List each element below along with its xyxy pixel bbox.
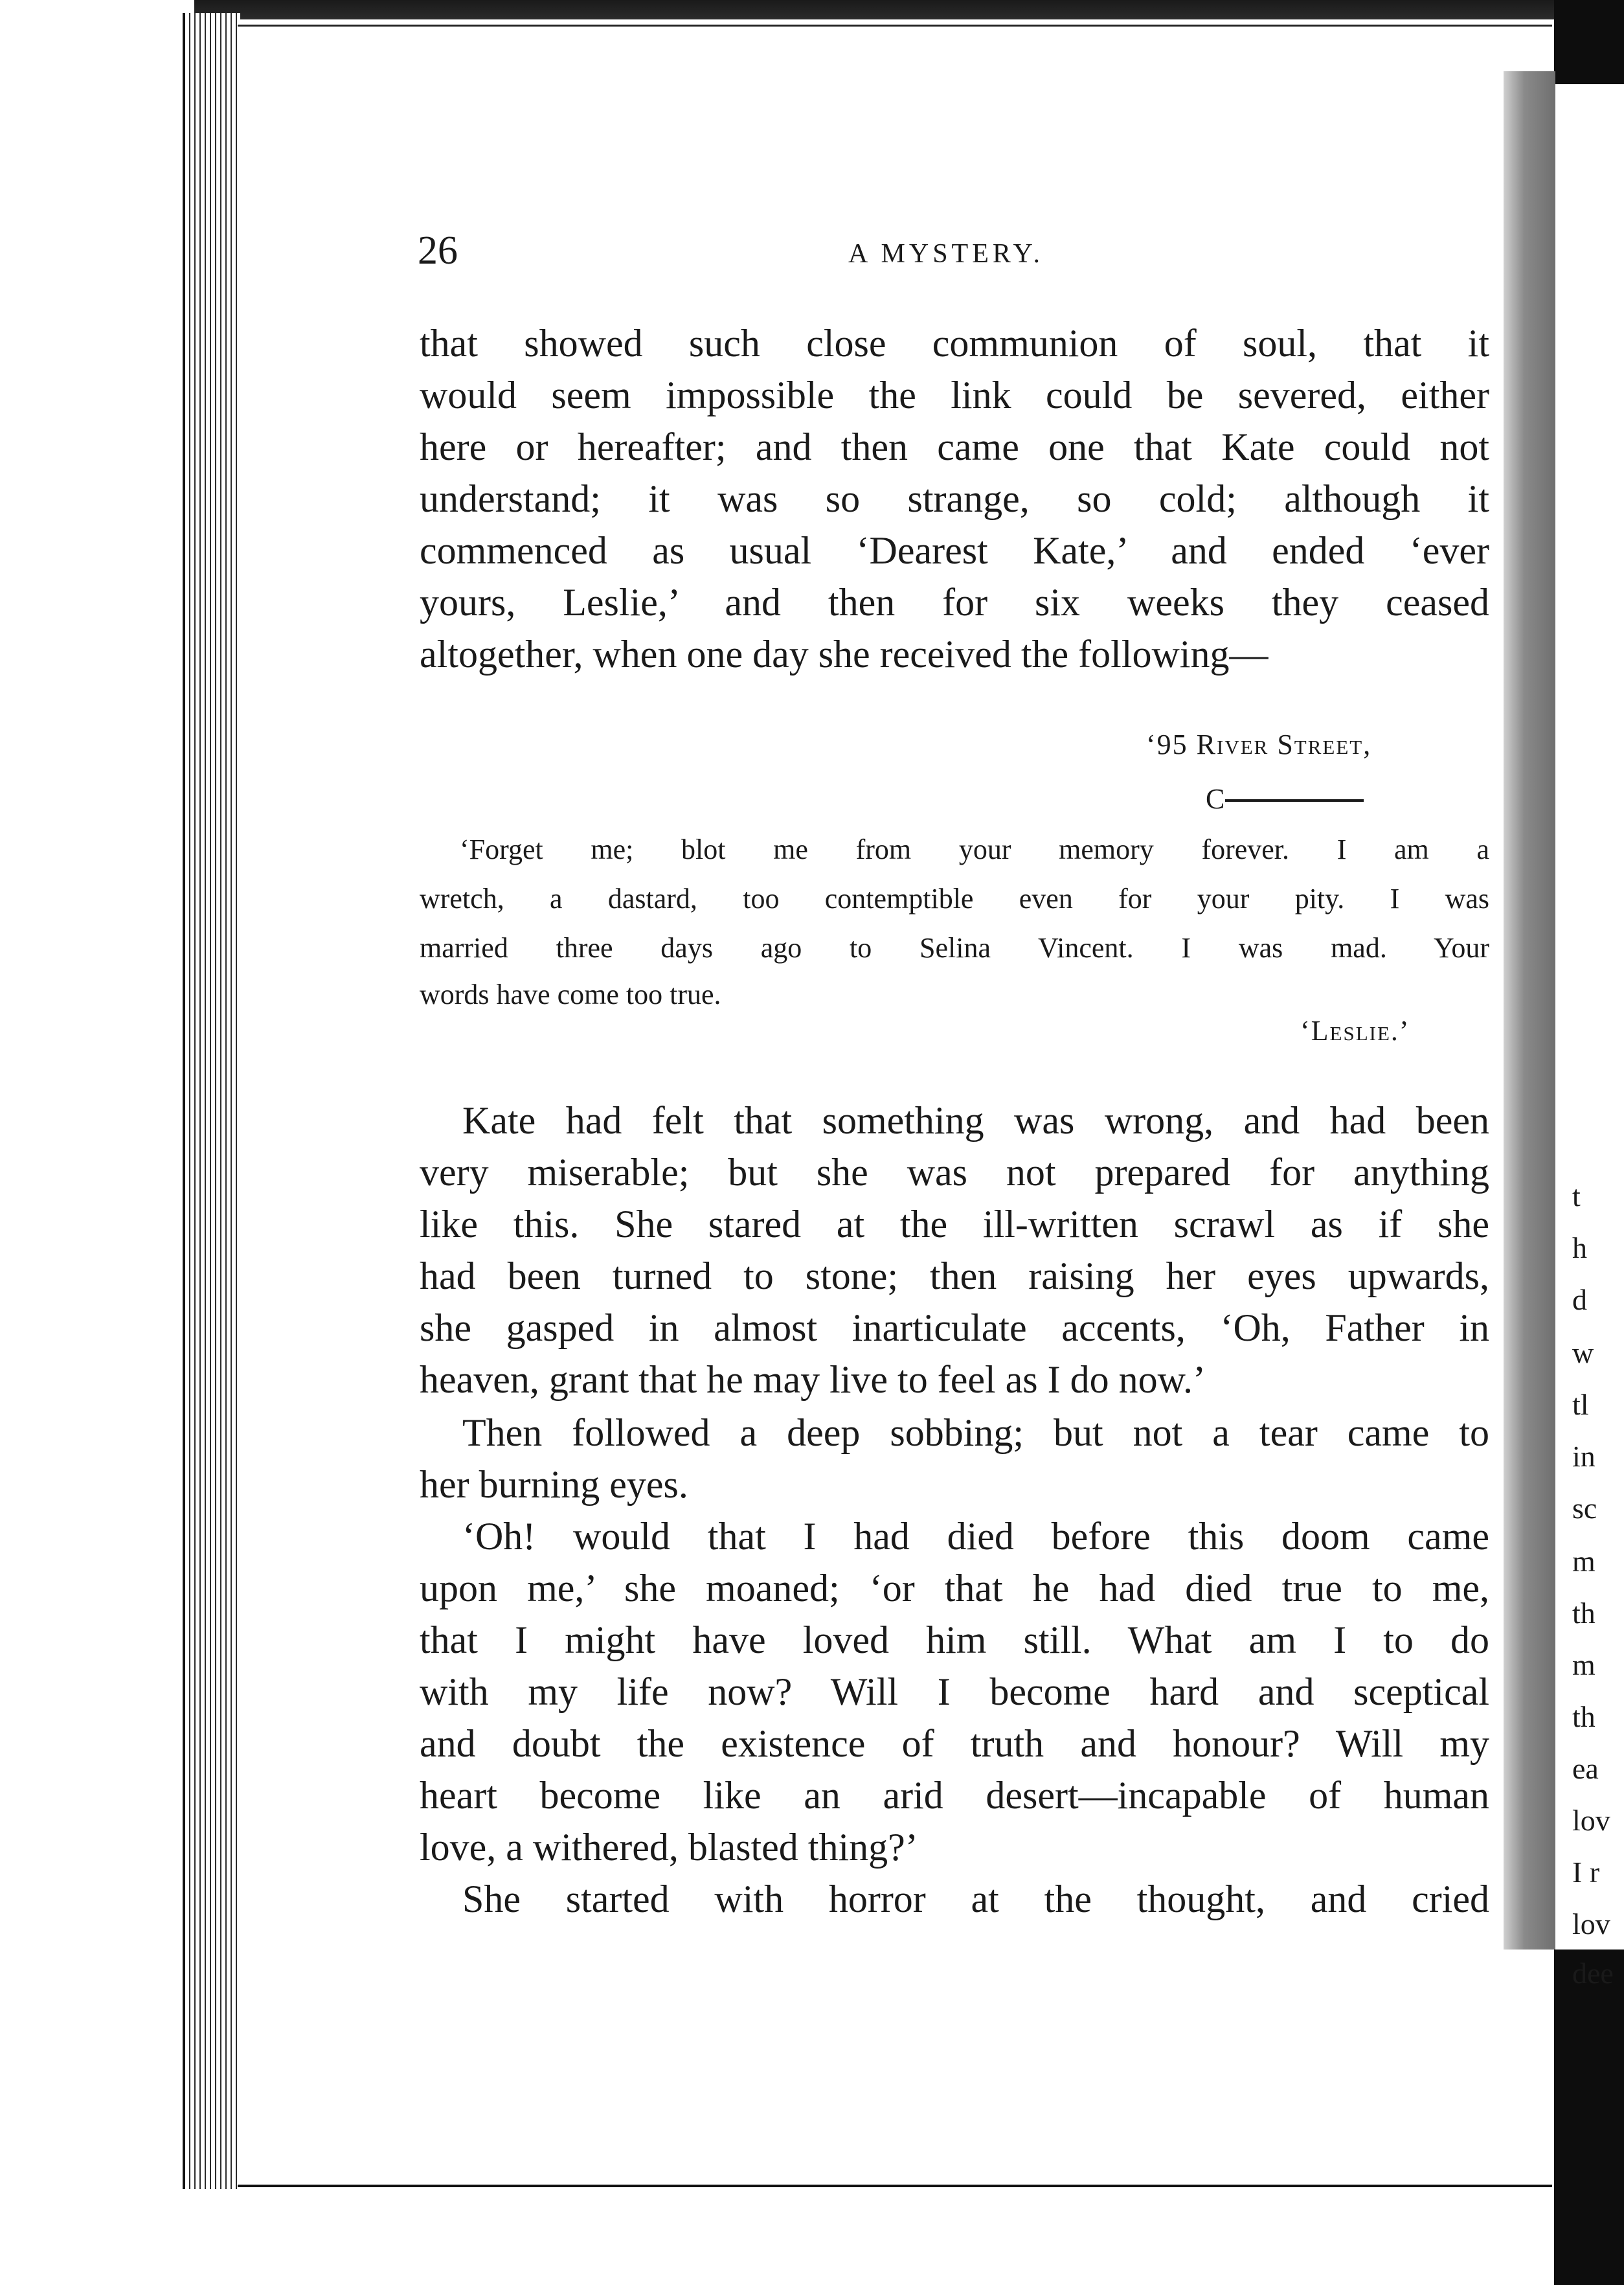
facing-page: [1555, 84, 1624, 1990]
text-line: Kate had felt that something was wrong, and had been: [462, 1099, 1489, 1142]
text-line: very miserable; but she was not prepared for anything: [420, 1151, 1489, 1194]
facing-fragment: lov: [1572, 1804, 1610, 1837]
facing-fragment: th: [1572, 1700, 1596, 1733]
text-line: understand; it was so strange, so cold; although it: [420, 477, 1489, 520]
facing-fragment: t: [1572, 1179, 1581, 1212]
text-line: She started with horror at the thought, and cried: [462, 1878, 1489, 1920]
text-line: she gasped in almost inarticulate accents, ‘Oh, Father in: [420, 1306, 1489, 1349]
facing-fragment: I r: [1572, 1856, 1600, 1889]
text-line: here or hereafter; and then came one that Kate could not: [420, 426, 1489, 468]
text-line: Then followed a deep sobbing; but not a tear came to: [462, 1411, 1489, 1454]
facing-fragment: lov: [1572, 1907, 1610, 1940]
running-title: A MYSTERY.: [848, 239, 1044, 269]
gutter-shadow: [1504, 71, 1555, 1950]
facing-fragment: w: [1572, 1336, 1594, 1369]
text-line: heaven, grant that he may live to feel as I do now.’: [420, 1358, 1206, 1401]
text-line: upon me,’ she moaned; ‘or that he had died true to me,: [420, 1567, 1489, 1609]
facing-fragment: m: [1572, 1545, 1596, 1578]
text-line: with my life now? Will I become hard and sceptical: [420, 1670, 1489, 1713]
text-line: commenced as usual ‘Dearest Kate,’ and ended ‘ever: [420, 529, 1489, 572]
facing-fragment: d: [1572, 1283, 1587, 1316]
text-line: that I might have loved him still. What am I to do: [420, 1619, 1489, 1661]
letter-line: words have come too true.: [420, 979, 721, 1010]
address-dash: [1225, 799, 1364, 802]
text-line: altogether, when one day she received the following—: [420, 633, 1269, 676]
letter-address-city: C: [1206, 783, 1225, 815]
facing-fragment: th: [1572, 1597, 1596, 1630]
letter-line: ‘Forget me; blot me from your memory forever. I am a: [460, 834, 1489, 865]
facing-fragment: sc: [1572, 1492, 1597, 1525]
facing-fragment: m: [1572, 1648, 1596, 1681]
facing-fragment: tl: [1572, 1388, 1589, 1421]
text-line: had been turned to stone; then raising her eyes upwards,: [420, 1255, 1489, 1297]
facing-fragment: dee: [1572, 1957, 1614, 1990]
text-line: ‘Oh! would that I had died before this doom came: [462, 1515, 1489, 1558]
text-line: her burning eyes.: [420, 1463, 688, 1506]
text-line: like this. She stared at the ill-written scrawl as if she: [420, 1203, 1489, 1245]
facing-fragment: in: [1572, 1440, 1596, 1473]
text-line: would seem impossible the link could be severed, either: [420, 374, 1489, 416]
scan-top-edge: [194, 0, 1624, 19]
letter-address: [1146, 728, 1371, 761]
text-line: love, a withered, blasted thing?’: [420, 1826, 918, 1869]
page-stack-edges: [183, 13, 240, 2189]
facing-fragment: h: [1572, 1231, 1587, 1264]
page-number: 26: [418, 229, 458, 273]
letter-address-line: ‘95 River Street,: [1146, 729, 1372, 760]
text-line: and doubt the existence of truth and honour? Will my: [420, 1722, 1489, 1765]
text-line: yours, Leslie,’ and then for six weeks they ceased: [420, 581, 1489, 624]
facing-fragment: ea: [1572, 1752, 1599, 1785]
text-line: that showed such close communion of soul, that it: [420, 322, 1489, 365]
letter-line: married three days ago to Selina Vincent. I was mad. Your: [420, 932, 1489, 964]
letter-line: wretch, a dastard, too contemptible even for your pity. I was: [420, 883, 1489, 915]
letter-signature: ‘Leslie.’: [1300, 1015, 1410, 1047]
text-line: heart become like an arid desert—incapable of human: [420, 1774, 1489, 1817]
